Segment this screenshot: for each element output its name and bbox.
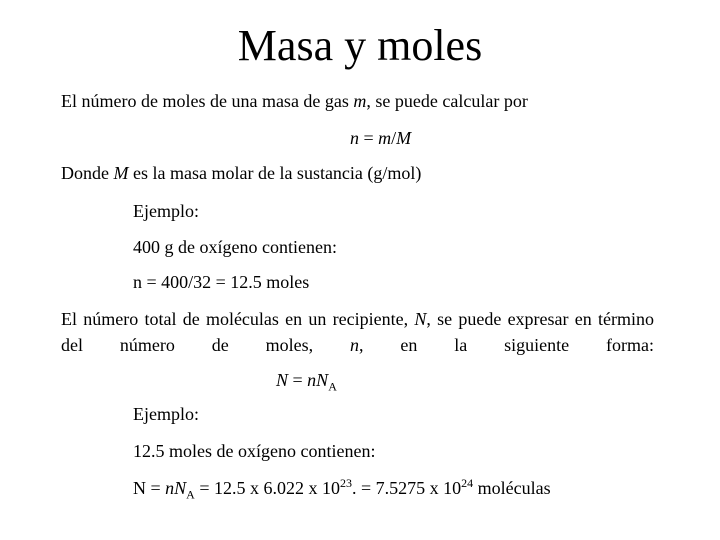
eq-mass-var: m bbox=[378, 128, 392, 148]
intro-text bbox=[61, 90, 528, 112]
example1-label: Ejemplo: bbox=[133, 201, 199, 221]
intro-text-part: , se puede calcular por bbox=[366, 91, 528, 111]
eq-moles-var: n bbox=[307, 370, 317, 390]
calc-part: . = 7.5275 x 10 bbox=[352, 478, 462, 498]
eq-avogadro-subscript: A bbox=[328, 379, 337, 394]
eq-molar-mass-var: M bbox=[396, 128, 412, 148]
eq-molecules-var: N bbox=[276, 370, 289, 390]
paragraph-part: El número total de moléculas en un recipiente, bbox=[61, 309, 415, 329]
definition-text bbox=[61, 162, 421, 184]
example2-label: Ejemplo: bbox=[133, 404, 199, 424]
molar-mass-variable: M bbox=[113, 163, 129, 183]
eq-slash: / bbox=[391, 128, 397, 148]
calc-moles-var: n bbox=[165, 478, 175, 498]
slide-title: Masa y moles bbox=[237, 21, 483, 70]
definition-text-part: es la masa molar de la sustancia (g/mol) bbox=[128, 163, 422, 183]
mass-variable: m bbox=[353, 91, 367, 111]
calc-avogadro-subscript: A bbox=[186, 487, 195, 502]
intro-text-part: El número de moles de una masa de gas bbox=[61, 91, 354, 111]
eq-avogadro-var: N bbox=[316, 370, 329, 390]
calc-avogadro-var: N bbox=[174, 478, 187, 498]
example1-calculation: n = 400/32 = 12.5 moles bbox=[133, 272, 310, 292]
calc-exponent: 24 bbox=[461, 476, 474, 490]
molecules-variable: N bbox=[414, 309, 427, 329]
calc-part: moléculas bbox=[473, 478, 551, 498]
eq-equals: = bbox=[359, 128, 379, 148]
paragraph-part: , se puede expresar en término del número de moles, bbox=[61, 309, 654, 355]
definition-text-part: Donde bbox=[61, 163, 114, 183]
calc-part: N = bbox=[133, 478, 166, 498]
molecules-paragraph bbox=[61, 306, 654, 384]
example1-statement: 400 g de oxígeno contienen: bbox=[133, 237, 337, 257]
eq-moles-var: n bbox=[350, 128, 359, 148]
example2-calculation bbox=[133, 476, 551, 502]
molecules-equation bbox=[276, 369, 337, 394]
example2-statement: 12.5 moles de oxígeno contienen: bbox=[133, 441, 376, 461]
moles-variable: n bbox=[350, 335, 359, 355]
paragraph-part: , en la siguiente forma: bbox=[359, 335, 654, 355]
calc-exponent: 23 bbox=[340, 476, 352, 490]
eq-equals: = bbox=[288, 370, 308, 390]
moles-equation bbox=[350, 127, 411, 149]
calc-part: = 12.5 x 6.022 x 10 bbox=[194, 478, 340, 498]
